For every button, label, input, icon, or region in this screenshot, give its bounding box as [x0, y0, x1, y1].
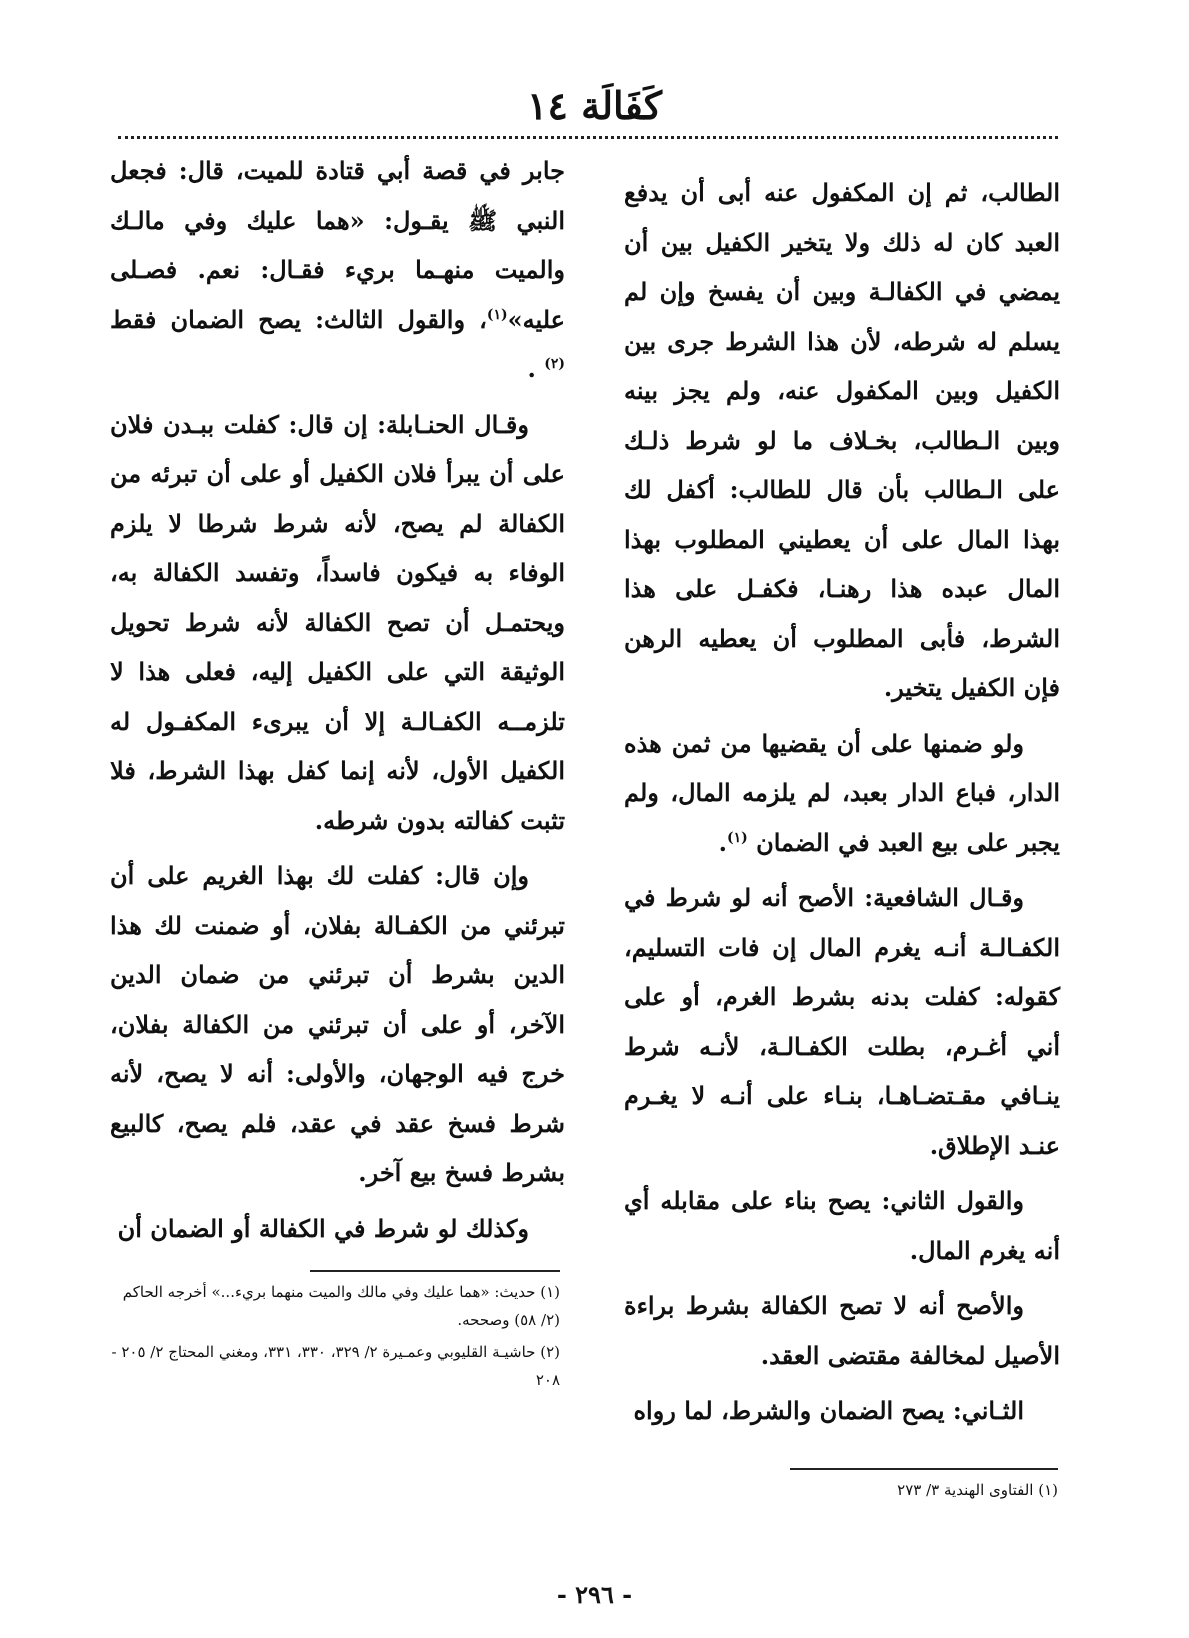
- paragraph-text: وكذلك لو شرط في الكفالة أو الضمان أن: [117, 1213, 529, 1243]
- paragraph: [624, 873, 1060, 1170]
- paragraph-text: ولو ضمنها على أن يقضيها من ثمن هذه الدار، فباع الدار بعبد، لم يلزمه المال، ولم يجبر على بيع العبد في الضمان: [624, 728, 1060, 857]
- paragraph-text: وإن قال: كفلت لك بهذا الغريم على أن تبرئني من الكفـالة بفلان، أو ضمنت لك هذا الدين بشرط أن تبرئني من ضمان الدين الآخر، أو على أن تبرئني من الكفالة بفلان، خرج فيه الوجهان، والأولى: أنه لا يصح، لأنه شرط فسخ عقد في عقد، فلم يصح، كالبيع بشرط فسخ بيع آخر.: [110, 861, 565, 1187]
- paragraph: ولو ضمنها على أن يقضيها من ثمن هذه الدار، فباع الدار بعبد، لم يلزمه المال، ولم يجبر على بيع العبد في الضمان $^{(١)}$.: [624, 728, 1060, 857]
- footnotes-right: [790, 1476, 1058, 1508]
- paragraph: [624, 168, 1060, 713]
- paragraph-text: جابر في قصة أبي قتادة للميت، قال: فجعل النبي ﷺ يقـول: «هما عليك وفي مالـك والميت منهـما بريء فقـال: نعم. فصـلى عليه»: [110, 156, 565, 334]
- paragraph: [624, 1176, 1060, 1275]
- footnote: (١) حديث: «هما عليك وفي مالك والميت منهما بريء...» أخرجه الحاكم (٢/ ٥٨) وصححه.: [122, 1283, 560, 1329]
- footnote-ref: (١): [486, 306, 508, 323]
- paragraph: [624, 1281, 1060, 1380]
- paragraph: [624, 1386, 1060, 1436]
- paragraph-text: الثـاني: يصح الضمان والشرط، لما رواه: [633, 1396, 1024, 1425]
- footnote-ref: (٢): [544, 356, 565, 372]
- footnote-rule: [790, 1468, 1058, 1470]
- header-dotted-rule: [118, 136, 1058, 139]
- left-column: [110, 146, 565, 1259]
- paragraph-text: ، والقول الثالث: يصح الضمان فقط: [110, 304, 487, 334]
- paragraph-text: .: [527, 354, 536, 383]
- paragraph: [110, 851, 565, 1198]
- footnote-ref: (١): [726, 829, 748, 846]
- footnote: (٢) حاشيـة القليوبي وعمـيرة ٢/ ٣٢٩، ٣٣٠، ٣٣١، ومغني المحتاج ٢/ ٢٠٥ - ٢٠٨: [111, 1343, 560, 1389]
- paragraph-text: والقول الثاني: يصح بناء على مقابله أي أنه يغرم المال.: [624, 1186, 1060, 1265]
- page-number: - ٢٩٦ -: [556, 1580, 633, 1609]
- footnotes-left: [104, 1278, 560, 1398]
- paragraph-text: والأصح أنه لا تصح الكفالة بشرط براءة الأصيل لمخالفة مقتضى العقد.: [624, 1291, 1060, 1370]
- paragraph: [110, 146, 565, 394]
- right-column: [624, 168, 1060, 1442]
- paragraph-text: وقـال الشافعية: الأصح أنه لو شرط في الكفـالـة أنـه يغرم المال إن فات التسليم، كقوله: كفلت بدنه بشرط الغرم، أو على أني أغـرم، بطلت الكفـالـة، لأنـه شرط ينـافي مقـتضـاهـا، بنـاء على أنـه لا يغـرم عنـد الإطلاق.: [624, 883, 1060, 1160]
- paragraph-text: الطالب، ثم إن المكفول عنه أبى أن يدفع العبد كان له ذلك ولا يتخير الكفيل بين أن يمضي في الكفالـة وبين أن يفسخ وإن لم يسلم له شرطه، لأن هذا الشرط جرى بين الكفيل وبين المكفول عنه، ولم يجز بينه وبين الـطالب، بخـلاف ما لو شرط ذلـك على الـطالب بأن قال للطالب: أكفل لك بهذا المال على أن يعطيني المطلوب بهذا المال عبده هذا رهنـا، فكفـل على هذا الشرط، فأبى المطلوب أن يعطيه الرهن فإن الكفيل يتخير.: [624, 178, 1060, 702]
- paragraph-text: وقـال الحنـابلة: إن قال: كفلت ببـدن فلان على أن يبرأ فلان الكفيل أو على أن تبرئه من الكفالة لم يصح، لأنه شرط شرطا لا يلزم الوفاء به فيكون فاسداً، وتفسد الكفالة به، ويحتمـل أن تصح الكفالة لأنه شرط تحويل الوثيقة التي على الكفيل إليه، فعلى هذا لا تلزمــه الكفـالـة إلا أن يبرىء المكفـول له الكفيل الأول، لأنه إنما كفل بهذا الشرط، فلا تثبت كفالته بدون شرطه.: [110, 409, 566, 835]
- paragraph: [110, 400, 565, 846]
- paragraph: [110, 1204, 565, 1254]
- running-header-title: كَفَالَة ١٤: [527, 83, 662, 128]
- footnote: (١) الفتاوى الهندية ٣/ ٢٧٣: [897, 1481, 1058, 1499]
- footnote-rule: [310, 1270, 560, 1272]
